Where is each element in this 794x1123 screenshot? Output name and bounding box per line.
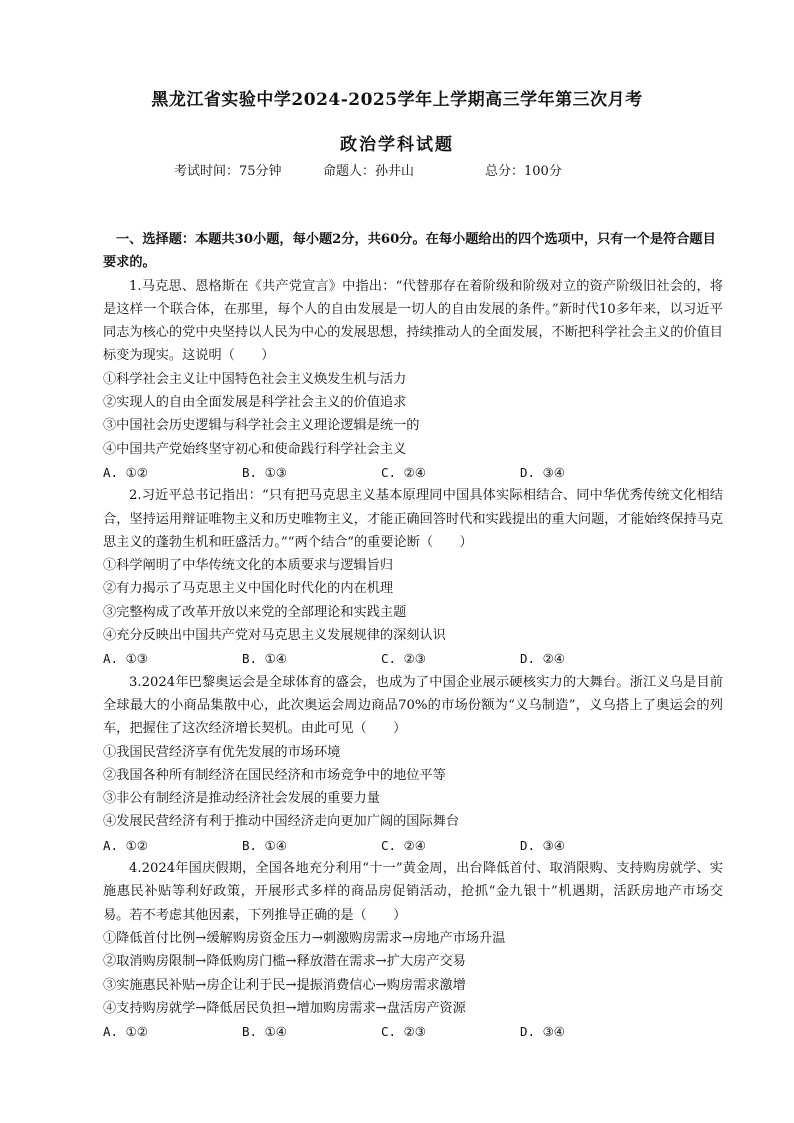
answer-options [103,647,723,670]
exam-subtitle: 政治学科试题 [340,135,454,155]
exam-total: 总分：100分 [485,164,562,179]
option-c: C. ②③ [381,1024,426,1040]
question-stem: 2.习近平总书记指出：“只有把马克思主义基本原理同中国具体实际相结合、同中华优秀传统文化相结合，坚持运用辩证唯物主义和历史唯物主义，才能正确回答时代和实践提出的重大问题，才能始终保持马克思主义的蓬勃生机和旺盛活力。”“两个结合”的重要论断（ ） [103,488,723,550]
section-heading: 一、选择题：本题共30小题，每小题2分，共60分。在每小题给出的四个选项中，只有一个是符合题目要求的。 [103,232,716,271]
statement: ④支持购房就学→降低居民负担→增加购房需求→盘活房产资源 [103,1000,466,1016]
statement: ①我国民营经济享有优先发展的市场环境 [103,744,341,760]
option-d: D. ③④ [520,837,565,853]
statement: ④中国共产党始终坚守初心和使命践行科学社会主义 [103,441,407,457]
question-1 [103,275,723,485]
question-stem: 4.2024年国庆假期，全国各地充分利用“十一”黄金周，出台降低首付、取消限购、支持购房就学、实施惠民补贴等利好政策，开展形式多样的商品房促销活动，抢抓“金九银十”机遇期，活跃房地产市场交易。若不考虑其他因素，下列推导正确的是（ ） [103,861,723,923]
option-b: B. ①④ [242,1024,287,1040]
answer-options [103,461,723,484]
statement: ③完整构成了改革开放以来党的全部理论和实践主题 [103,604,407,620]
exam-content [103,228,723,1043]
statement: ②我国各种所有制经济在国民经济和市场竞争中的地位平等 [103,767,446,783]
statement: ②有力揭示了马克思主义中国化时代化的内在机理 [103,581,394,597]
option-a: A. ①③ [103,651,148,667]
option-c: C. ②④ [381,464,426,480]
statement: ④充分反映出中国共产党对马克思主义发展规律的深刻认识 [103,628,446,644]
statement: ④发展民营经济有利于推动中国经济走向更加广阔的国际舞台 [103,814,460,830]
option-a: A. ①② [103,1024,148,1040]
option-b: B. ①④ [242,651,287,667]
option-d: D. ②④ [520,651,565,667]
statement: ③实施惠民补贴→房企让利于民→提振消费信心→购房需求激增 [103,977,466,993]
question-3 [103,671,723,857]
question-4 [103,857,723,1043]
exam-time: 考试时间：75分钟 [174,164,282,179]
statement: ①科学阐明了中华传统文化的本质要求与逻辑旨归 [103,558,394,574]
statement: ①降低首付比例→缓解购房资金压力→刺激购房需求→房地产市场升温 [103,930,506,946]
option-a: A. ①② [103,837,148,853]
option-d: D. ③④ [520,464,565,480]
question-stem: 3.2024年巴黎奥运会是全球体育的盛会，也成为了中国企业展示硬核实力的大舞台。浙江义乌是目前全球最大的小商品集散中心，此次奥运会周边商品70%的市场份额为“义乌制造”，义乌搭上了奥运会的列车，把握住了这次经济增长契机。由此可见（ ） [103,674,723,737]
exam-author: 命题人：孙井山 [323,164,415,179]
statement: ①科学社会主义让中国特色社会主义焕发生机与活力 [103,371,407,387]
statement: ③中国社会历史逻辑与科学社会主义理论逻辑是统一的 [103,418,420,434]
option-b: B. ①③ [242,464,287,480]
option-a: A. ①② [103,464,148,480]
statement: ②取消购房限制→降低购房门槛→释放潜在需求→扩大房产交易 [103,954,466,970]
option-c: C. ②③ [381,651,426,667]
question-2 [103,484,723,670]
answer-options [103,1020,723,1043]
question-stem: 1.马克思、恩格斯在《共产党宣言》中指出：“代替那存在着阶级和阶级对立的资产阶级旧社会的，将是这样一个联合体，在那里，每个人的自由发展是一切人的自由发展的条件。”新时代10多年来，以习近平同志为核心的党中央坚持以人民为中心的发展思想，持续推动人的全面发展，不断把科学社会主义的价值目标变为现实。这说明（ ） [103,278,723,364]
option-c: C. ②④ [381,837,426,853]
option-d: D. ③④ [520,1024,565,1040]
exam-title: 黑龙江省实验中学2024-2025学年上学期高三学年第三次月考 [151,90,643,110]
statement: ③非公有制经济是推动经济社会发展的重要力量 [103,791,380,807]
option-b: B. ①④ [242,837,287,853]
answer-options [103,834,723,857]
statement: ②实现人的自由全面发展是科学社会主义的价值追求 [103,395,407,411]
